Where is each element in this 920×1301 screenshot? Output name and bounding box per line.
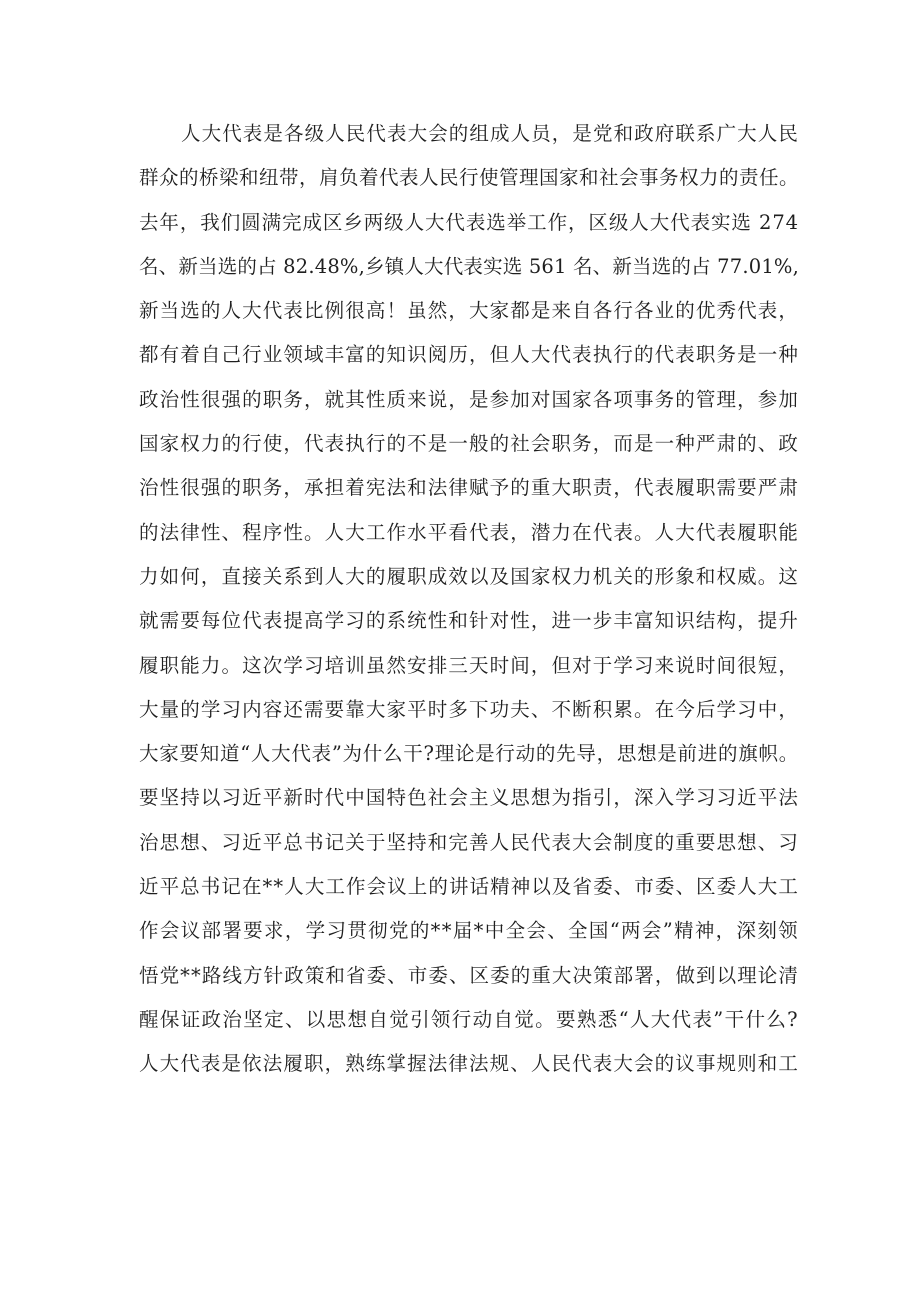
text-line: 国家权力的行使，代表执行的不是一般的社会职务，而是一种严肃的、政 — [139, 432, 799, 456]
text-line: 力如何，直接关系到人大的履职成效以及国家权力机关的形象和权威。这 — [139, 564, 799, 588]
text-line: 醒保证政治坚定、以思想自觉引领行动自觉。要熟悉“人大代表”干什么? — [139, 1007, 799, 1031]
text-line: 群众的桥梁和纽带，肩负着代表人民行使管理国家和社会事务权力的责任。 — [139, 166, 799, 190]
text-line: 作会议部署要求，学习贯彻党的**届*中全会、全国“两会”精神，深刻领 — [139, 919, 799, 943]
text-line: 悟党**路线方针政策和省委、市委、区委的重大决策部署，做到以理论清 — [139, 963, 799, 987]
text-line: 大量的学习内容还需要靠大家平时多下功夫、不断积累。在今后学习中， — [139, 697, 799, 721]
text-line: 治思想、习近平总书记关于坚持和完善人民代表大会制度的重要思想、习 — [139, 830, 799, 854]
text-line: 的法律性、程序性。人大工作水平看代表，潜力在代表。人大代表履职能 — [139, 520, 799, 544]
text-line: 人大代表是依法履职，熟练掌握法律法规、人民代表大会的议事规则和工 — [139, 1052, 799, 1076]
text-line: 名、新当选的占 82.48%,乡镇人大代表实选 561 名、新当选的占 77.01%, — [139, 254, 799, 278]
text-line: 去年，我们圆满完成区乡两级人大代表选举工作，区级人大代表实选 274 — [139, 210, 799, 234]
text-line: 要坚持以习近平新时代中国特色社会主义思想为指引，深入学习习近平法 — [139, 786, 799, 810]
text-line: 近平总书记在**人大工作会议上的讲话精神以及省委、市委、区委人大工 — [139, 875, 799, 899]
body-paragraph — [139, 112, 799, 1087]
text-line: 就需要每位代表提高学习的系统性和针对性，进一步丰富知识结构，提升 — [139, 609, 799, 633]
text-line: 政治性很强的职务，就其性质来说，是参加对国家各项事务的管理，参加 — [139, 387, 799, 411]
text-line: 大家要知道“人大代表”为什么干?理论是行动的先导，思想是前进的旗帜。 — [139, 742, 799, 766]
text-line: 治性很强的职务，承担着宪法和法律赋予的重大职责，代表履职需要严肃 — [139, 476, 799, 500]
text-line: 人大代表是各级人民代表大会的组成人员，是党和政府联系广大人民 — [181, 122, 799, 145]
text-line: 都有着自己行业领域丰富的知识阅历，但人大代表执行的代表职务是一种 — [139, 343, 799, 367]
text-line: 新当选的人大代表比例很高！虽然，大家都是来自各行各业的优秀代表， — [139, 299, 799, 323]
text-line: 履职能力。这次学习培训虽然安排三天时间，但对于学习来说时间很短， — [139, 653, 799, 677]
